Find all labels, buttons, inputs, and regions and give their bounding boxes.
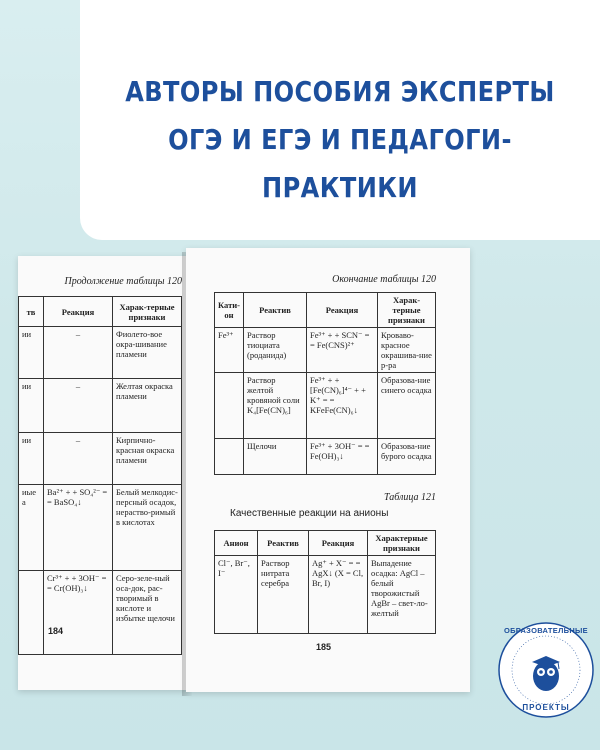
cell: Fe³⁺ + + SCN⁻ = = Fe(CNS)²⁺ (307, 328, 378, 373)
cell: Fe³⁺ (215, 328, 244, 373)
cell (19, 571, 44, 655)
left-header-col1: тв (19, 297, 44, 327)
cell: Ag⁺ + X⁻ = = AgX↓ (X = Cl, Br, I) (309, 556, 368, 634)
header-reaction-2: Реакция (309, 531, 368, 556)
right-page-number: 185 (316, 642, 332, 652)
logo-text-bottom: ПРОЕКТЫ (522, 703, 570, 712)
right-page-caption: Окончание таблицы 120 (332, 274, 436, 285)
cell: ии (19, 327, 44, 379)
table-row (215, 439, 436, 475)
left-page-number: 184 (48, 626, 64, 636)
table-row (19, 433, 182, 485)
left-header-col3: Харак-терные признаки (113, 297, 182, 327)
table-row (215, 328, 436, 373)
table-row (19, 327, 182, 379)
left-header-col2: Реакция (44, 297, 113, 327)
cell: Желтая окраска пламени (113, 379, 182, 433)
cell: Ba²⁺ + + SO₄²⁻ = = BaSO₄↓ (44, 485, 113, 571)
header-features: Харак-терные признаки (378, 293, 436, 328)
publisher-logo (496, 620, 596, 720)
left-table (18, 296, 182, 655)
cell (215, 373, 244, 439)
header-reagent-2: Реактив (258, 531, 309, 556)
cell: Фиолето-вое окра-шивание пламени (113, 327, 182, 379)
cell: Образова-ние бурого осадка (378, 439, 436, 475)
table-row (19, 485, 182, 571)
cell: Кроваво-красное окрашива-ние р-ра (378, 328, 436, 373)
banner-line-2: ОГЭ И ЕГЭ И ПЕДАГОГИ-ПРАКТИКИ (168, 123, 512, 204)
cell: Кирпично-красная окраска пламени (113, 433, 182, 485)
table-121-caption: Таблица 121 (384, 492, 436, 503)
cell: Cl⁻, Br⁻, I⁻ (215, 556, 258, 634)
cell: – (44, 379, 113, 433)
cell: – (44, 327, 113, 379)
left-page (18, 256, 186, 690)
cell (215, 439, 244, 475)
left-page-caption: Продолжение таблицы 120 (64, 276, 182, 287)
header-reaction: Реакция (307, 293, 378, 328)
cell: Белый мелкодис-персный осадок, нераство-римый в кислотах (113, 485, 182, 571)
open-book (0, 248, 470, 700)
header-cation: Кати-он (215, 293, 244, 328)
cell: Раствор желтой кровяной соли K₄[Fe(CN)₆] (244, 373, 307, 439)
banner-headline (116, 68, 563, 212)
header-features-2: Характерные признаки (368, 531, 436, 556)
anions-table (214, 530, 436, 634)
promo-banner (80, 0, 600, 240)
cations-table (214, 292, 436, 475)
cell: Серо-зеле-ный оса-док, рас-творимый в кислоте и избытке щелочи (113, 571, 182, 655)
cell: Раствор тиоциата (роданида) (244, 328, 307, 373)
table-row (19, 571, 182, 655)
cell: Cr³⁺ + + 3OH⁻ = = Cr(OH)₃↓ (44, 571, 113, 655)
cell: Fe³⁺ + 3OH⁻ = = Fe(OH)₃↓ (307, 439, 378, 475)
table-row (215, 373, 436, 439)
table-row (19, 379, 182, 433)
cell: Образова-ние синего осадка (378, 373, 436, 439)
header-reagent: Реактив (244, 293, 307, 328)
cell: Раствор нитрата серебра (258, 556, 309, 634)
cell: ии (19, 379, 44, 433)
cell: Щелочи (244, 439, 307, 475)
right-page (186, 248, 470, 692)
table-row (215, 556, 436, 634)
cell: Выпадение осадка: AgCl – белый творожистый AgBr – свет-ло-желтый (368, 556, 436, 634)
header-anion: Анион (215, 531, 258, 556)
cell: иые а (19, 485, 44, 571)
banner-line-1: АВТОРЫ ПОСОБИЯ ЭКСПЕРТЫ (125, 75, 555, 108)
cell: ии (19, 433, 44, 485)
table-121-title: Качественные реакции на анионы (230, 508, 389, 519)
logo-text-top: ОБРАЗОВАТЕЛЬНЫЕ (503, 626, 588, 635)
cell: Fe³⁺ + + [Fe(CN)₆]⁴⁻ + + K⁺ = = KFeFe(CN)₆↓ (307, 373, 378, 439)
cell: – (44, 433, 113, 485)
